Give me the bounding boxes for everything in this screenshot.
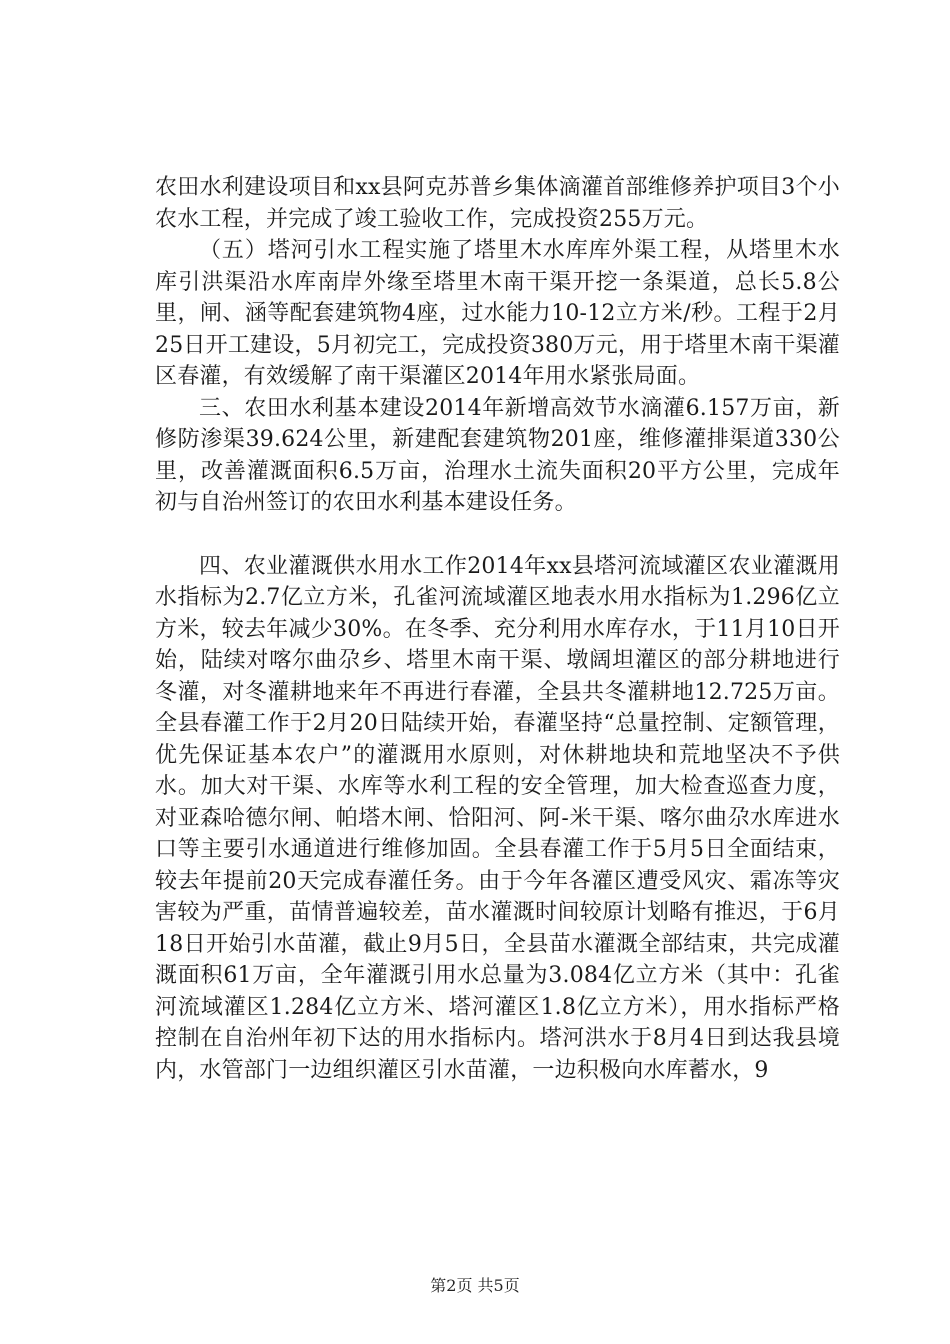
paragraph-spacer: [155, 519, 840, 551]
paragraph-continuation: 农田水利建设项目和xx县阿克苏普乡集体滴灌首部维修养护项目3个小农水工程，并完成了竣工验收工作，完成投资255万元。: [155, 175, 840, 232]
page-footer: 第2页 共5页: [430, 1276, 520, 1295]
paragraph-section-five: （五）塔河引水工程实施了塔里木水库库外渠工程，从塔里木水库引洪渠沿水库南岸外缘至塔里木南干渠开挖一条渠道，总长5.8公里，闸、涵等配套建筑物4座，过水能力10-12立方米/秒。工程于2月25日开工建设，5月初完工，完成投资380万元，用于塔里木南干渠灌区春灌，有效缓解了南干渠灌区2014年用水紧张局面。: [155, 238, 840, 389]
paragraph-section-three: 三、农田水利基本建设2014年新增高效节水滴灌6.157万亩，新修防渗渠39.624公里，新建配套建筑物201座，维修灌排渠道330公里，改善灌溉面积6.5万亩，治理水土流失面积20平方公里，完成年初与自治州签订的农田水利基本建设任务。: [155, 395, 840, 515]
paragraph-section-four: 四、农业灌溉供水用水工作2014年xx县塔河流域灌区农业灌溉用水指标为2.7亿立方米，孔雀河流域灌区地表水用水指标为1.296亿立方米，较去年减少30%。在冬季、充分利用水库存水，于11月10日开始，陆续对喀尔曲尕乡、塔里木南干渠、墩阔坦灌区的部分耕地进行冬灌，对冬灌耕地来年不再进行春灌，全县共冬灌耕地12.725万亩。全县春灌工作于2月20日陆续开始，春灌坚持“总量控制、定额管理，优先保证基本农户”的灌溉用水原则，对休耕地块和荒地坚决不予供水。加大对干渠、水库等水利工程的安全管理，加大检查巡查力度，对亚森哈德尔闸、帕塔木闸、恰阳河、阿-米干渠、喀尔曲尕水库进水口等主要引水通道进行维修加固。全县春灌工作于5月5日全面结束，较去年提前20天完成春灌任务。由于今年各灌区遭受风灾、霜冻等灾害较为严重，苗情普遍较差，苗水灌溉时间较原计划略有推迟，于6月18日开始引水苗灌，截止9月5日，全县苗水灌溉全部结束，共完成灌溉面积61万亩，全年灌溉引用水总量为3.084亿立方米（其中：孔雀河流域灌区1.284亿立方米、塔河灌区1.8亿立方米），用水指标严格控制在自治州年初下达的用水指标内。塔河洪水于8月4日到达我县境内，水管部门一边组织灌区引水苗灌，一边积极向水库蓄水，9: [155, 553, 840, 1083]
document-body: [155, 172, 840, 1086]
